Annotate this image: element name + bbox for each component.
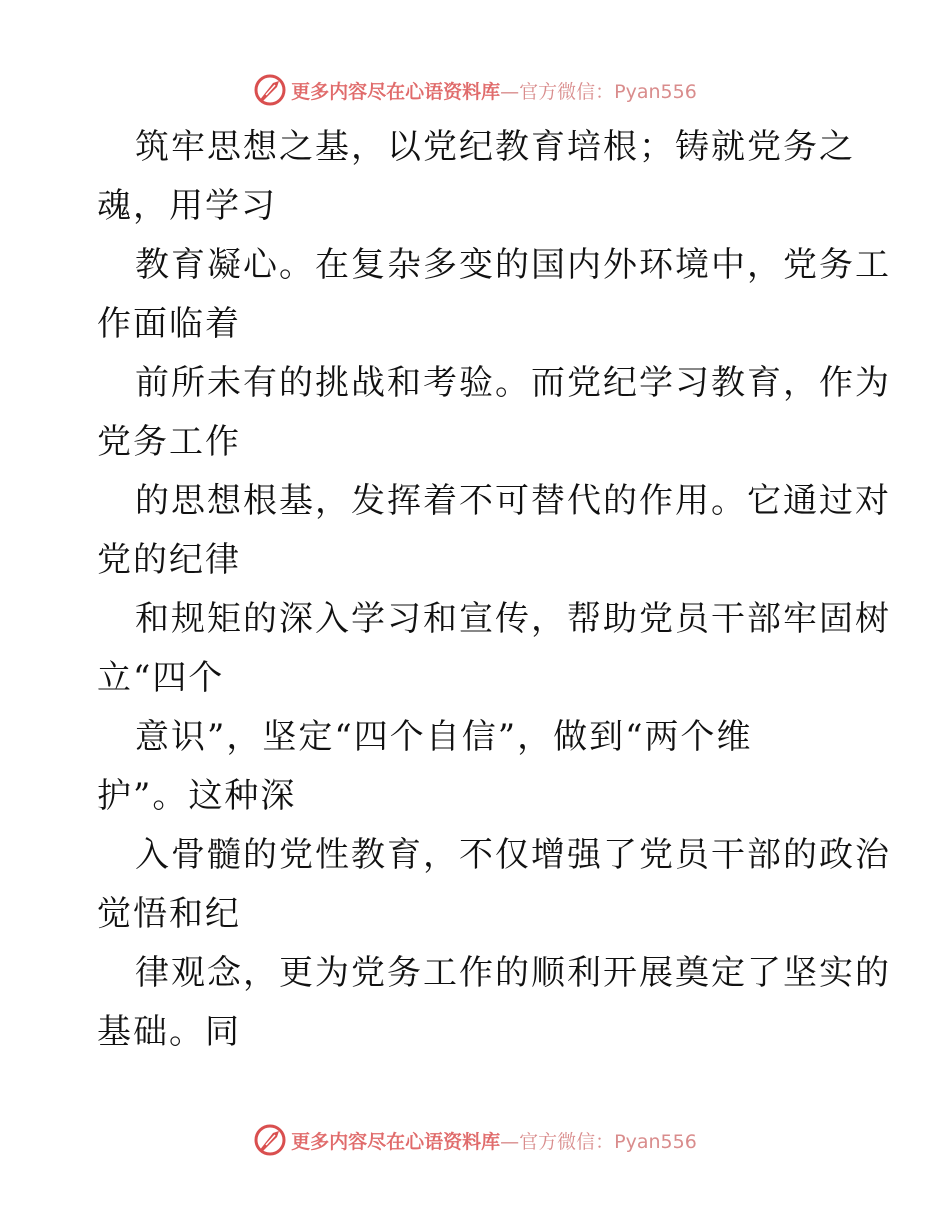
paragraph-line: 入骨髓的党性教育，不仅增强了党员干部的政治 [135, 835, 891, 875]
paragraph-line: 律观念，更为党务工作的顺利开展奠定了坚实的 [135, 953, 891, 993]
paragraph-5 [97, 590, 891, 708]
watermark-text [291, 1127, 697, 1154]
paragraph-line: 筑牢思想之基，以党纪教育培根；铸就党务之 [135, 127, 855, 167]
watermark-suffix: 官方微信：Pyan556 [519, 80, 697, 103]
paragraph-line: 党的纪律 [97, 540, 241, 580]
paragraph-line: 党务工作 [97, 422, 241, 462]
paragraph-line: 立“四个 [97, 658, 225, 698]
watermark-dash: — [500, 80, 520, 103]
paragraph-line: 的思想根基，发挥着不可替代的作用。它通过对 [135, 481, 891, 521]
quill-pen-logo-icon [253, 73, 287, 107]
watermark-text [291, 77, 697, 104]
paragraph-line: 意识”，坚定“四个自信”，做到“两个维 [135, 717, 753, 757]
watermark-suffix: 官方微信：Pyan556 [519, 1130, 697, 1153]
paragraph-6 [97, 708, 857, 826]
paragraph-line: 和规矩的深入学习和宣传，帮助党员干部牢固树 [135, 599, 891, 639]
paragraph-1 [97, 118, 857, 236]
header-watermark [0, 70, 950, 110]
document-body [97, 118, 891, 1062]
quill-pen-logo-icon [253, 1123, 287, 1157]
paragraph-7 [97, 826, 891, 944]
paragraph-3 [97, 354, 891, 472]
watermark-title: 更多内容尽在心语资料库 [291, 1130, 501, 1153]
paragraph-line: 前所未有的挑战和考验。而党纪学习教育，作为 [135, 363, 891, 403]
paragraph-line: 魂，用学习 [97, 186, 277, 226]
paragraph-line: 作面临着 [97, 304, 241, 344]
paragraph-line: 觉悟和纪 [97, 894, 241, 934]
paragraph-2 [97, 236, 891, 354]
paragraph-line: 护”。这种深 [97, 776, 297, 816]
paragraph-line: 教育凝心。在复杂多变的国内外环境中，党务工 [135, 245, 891, 285]
paragraph-4 [97, 472, 891, 590]
watermark-title: 更多内容尽在心语资料库 [291, 80, 501, 103]
footer-watermark [0, 1120, 950, 1160]
watermark-dash: — [500, 1130, 520, 1153]
paragraph-line: 基础。同 [97, 1012, 241, 1052]
paragraph-8 [97, 944, 891, 1062]
